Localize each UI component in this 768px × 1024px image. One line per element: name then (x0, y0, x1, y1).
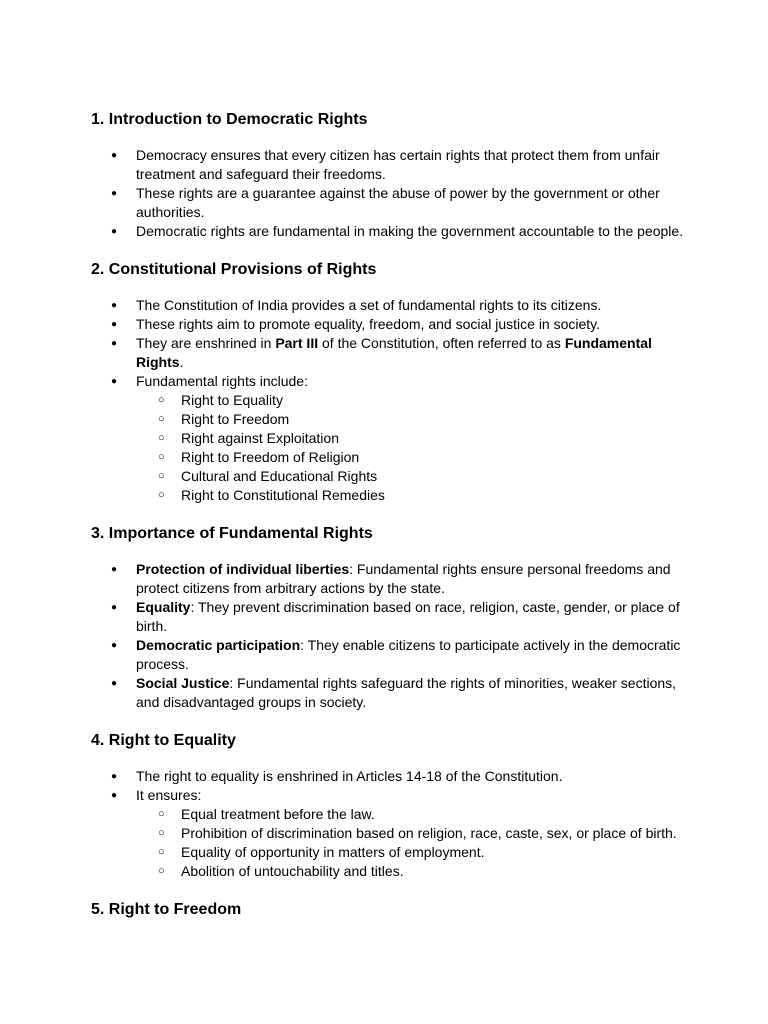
hollow-bullet-icon: ○ (158, 432, 165, 444)
sub-list-item-text: Prohibition of discrimination based on religion, race, caste, sex, or place of birth. (181, 825, 677, 841)
list-item (91, 146, 688, 184)
sub-list-item-text: Right to Constitutional Remedies (181, 487, 385, 503)
hollow-bullet-icon: ○ (158, 827, 165, 839)
list-item-text: These rights are a guarantee against the abuse of power by the government or other authorities. (136, 185, 660, 220)
bullet-icon: ● (111, 300, 118, 311)
sub-list-item-text: Right against Exploitation (181, 430, 339, 446)
hollow-bullet-icon: ○ (158, 451, 165, 463)
list-item-text: of the Constitution, often referred to as (318, 335, 565, 351)
bullet-list (91, 146, 688, 241)
list-item-text: They are enshrined in (136, 335, 276, 351)
list-item-text: : Fundamental rights safeguard the rights of minorities, weaker sections, and disadvantaged groups in society. (136, 675, 677, 710)
list-item-text: : They enable citizens to participate actively in the democratic process. (136, 637, 681, 672)
hollow-bullet-icon: ○ (158, 808, 165, 820)
sub-list-item-text: Equal treatment before the law. (181, 806, 375, 822)
bullet-icon: ● (111, 319, 118, 330)
list-item (91, 786, 688, 881)
list-item (91, 598, 688, 636)
sub-list-item (136, 391, 688, 410)
list-item (91, 334, 688, 372)
list-item (91, 315, 688, 334)
hollow-bullet-icon: ○ (158, 846, 165, 858)
list-item-text: . (179, 354, 184, 370)
bold-term: Equality (136, 599, 191, 615)
section-heading: 1. Introduction to Democratic Rights (91, 111, 368, 128)
list-item-text: The Constitution of India provides a set of fundamental rights to its citizens. (136, 297, 602, 313)
bullet-icon: ● (111, 640, 118, 651)
hollow-bullet-icon: ○ (158, 413, 165, 425)
list-item (91, 184, 688, 222)
hollow-bullet-icon: ○ (158, 865, 165, 877)
sub-list-item-text: Equality of opportunity in matters of employment. (181, 844, 485, 860)
bold-term: Fundamental Rights (136, 335, 652, 370)
bullet-icon: ● (111, 602, 118, 613)
bullet-icon: ● (111, 678, 118, 689)
sub-list-item (136, 429, 688, 448)
sub-list-item-text: Cultural and Educational Rights (181, 468, 378, 484)
list-item (91, 636, 688, 674)
section-heading: 2. Constitutional Provisions of Rights (91, 261, 377, 278)
sub-list-item (136, 843, 688, 862)
sub-list-item-text: Abolition of untouchability and titles. (181, 863, 404, 879)
bold-term: Part III (275, 335, 319, 351)
list-item (91, 222, 688, 241)
section-heading: 4. Right to Equality (91, 732, 236, 749)
sub-list-item (136, 862, 688, 881)
bold-term: Democratic participation (136, 637, 301, 653)
list-item-text: The right to equality is enshrined in Articles 14-18 of the Constitution. (136, 768, 563, 784)
hollow-bullet-icon: ○ (158, 394, 165, 406)
bullet-icon: ● (111, 564, 118, 575)
sub-list-item-text: Right to Freedom of Religion (181, 449, 360, 465)
bullet-list (91, 767, 688, 881)
section-heading: 3. Importance of Fundamental Rights (91, 525, 373, 542)
list-item (91, 767, 688, 786)
sub-list-item-text: Right to Freedom (181, 411, 290, 427)
sub-list-item (136, 486, 688, 505)
bullet-icon: ● (111, 150, 118, 161)
bullet-list (91, 296, 688, 505)
list-item-text: : They prevent discrimination based on race, religion, caste, gender, or place of birth. (136, 599, 680, 634)
sub-list-item-text: Right to Equality (181, 392, 283, 408)
sub-list-item (136, 805, 688, 824)
bullet-icon: ● (111, 376, 118, 387)
list-item-text: : Fundamental rights ensure personal freedoms and protect citizens from arbitrary actions by the state. (136, 561, 671, 596)
list-item-text: Democracy ensures that every citizen has certain rights that protect them from unfair treatment and safeguard their freedoms. (136, 147, 660, 182)
list-item (91, 560, 688, 598)
sub-list-item (136, 824, 688, 843)
list-item-text: Fundamental rights include: (136, 373, 308, 389)
bullet-icon: ● (111, 226, 118, 237)
bold-term: Social Justice (136, 675, 230, 691)
list-item (91, 372, 688, 505)
bullet-icon: ● (111, 188, 118, 199)
list-item (91, 674, 688, 712)
list-item-text: It ensures: (136, 787, 202, 803)
sub-bullet-list (136, 805, 688, 881)
section-heading: 5. Right to Freedom (91, 901, 242, 918)
bullet-icon: ● (111, 338, 118, 349)
list-item-text: These rights aim to promote equality, freedom, and social justice in society. (136, 316, 601, 332)
bullet-list (91, 560, 688, 712)
sub-list-item (136, 467, 688, 486)
list-item-text: Democratic rights are fundamental in making the government accountable to the people. (136, 223, 684, 239)
bullet-icon: ● (111, 790, 118, 801)
hollow-bullet-icon: ○ (158, 489, 165, 501)
sub-list-item (136, 410, 688, 429)
list-item (91, 296, 688, 315)
hollow-bullet-icon: ○ (158, 470, 165, 482)
bullet-icon: ● (111, 771, 118, 782)
bold-term: Protection of individual liberties (136, 561, 350, 577)
sub-list-item (136, 448, 688, 467)
sub-bullet-list (136, 391, 688, 505)
